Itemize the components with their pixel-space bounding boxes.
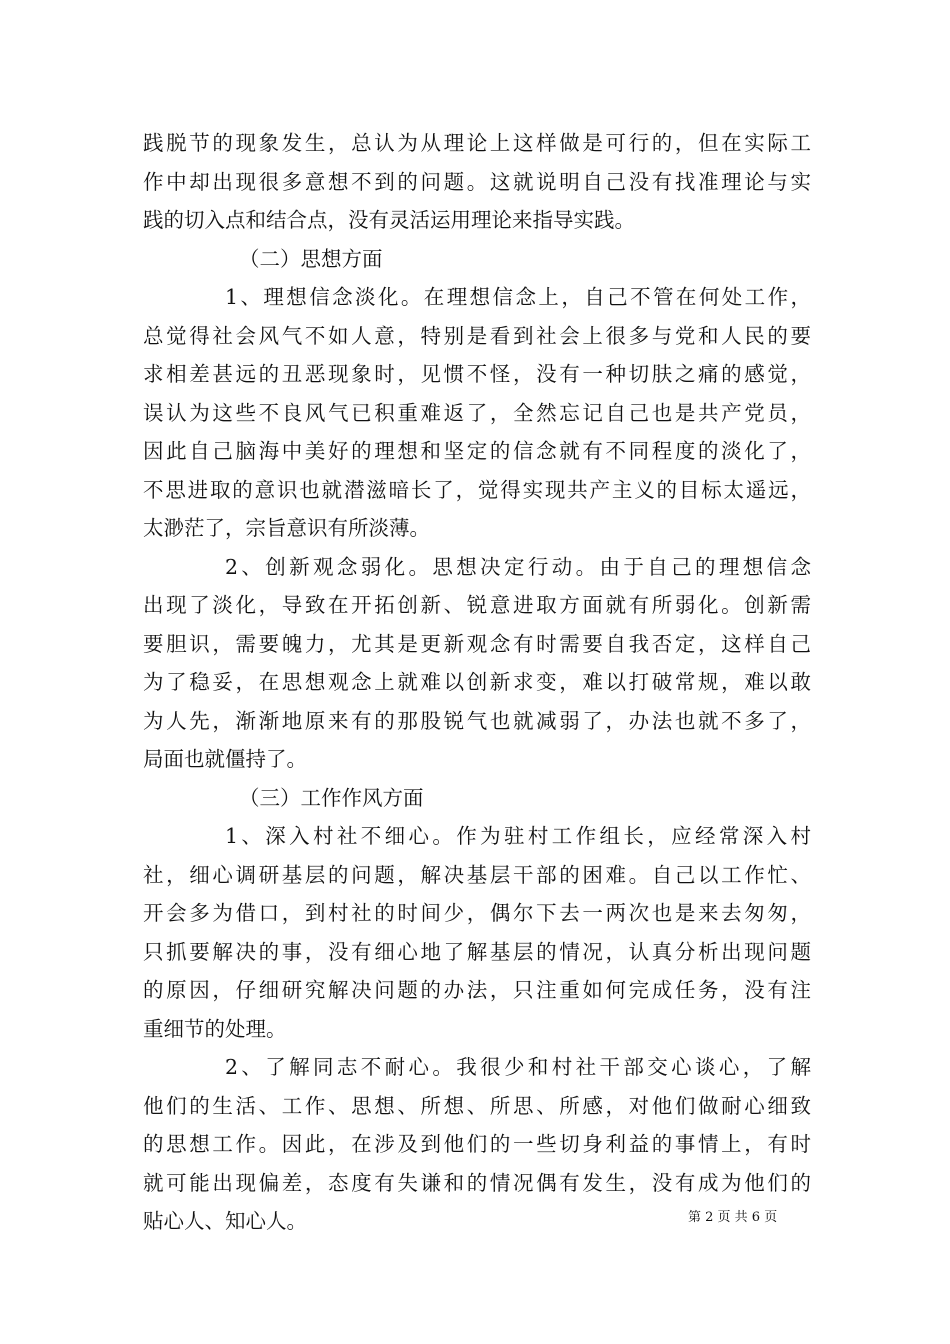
text-line: 社，细心调研基层的问题，解决基层干部的困难。自己以工作忙、	[143, 862, 811, 887]
text-line: 出现了淡化，导致在开拓创新、锐意进取方面就有所弱化。创新需	[143, 593, 811, 617]
text-line: 1、理想信念淡化。在理想信念上，自己不管在何处工作，	[225, 285, 811, 309]
text-line: 他们的生活、工作、思想、所想、所思、所感，对他们做耐心细致	[143, 1093, 811, 1118]
text-line: 的思想工作。因此，在涉及到他们的一些切身利益的事情上，有时	[143, 1132, 811, 1156]
text-line: 就可能出现偏差，态度有失谦和的情况偶有发生，没有成为他们的	[143, 1170, 811, 1195]
text-line: 2、创新观念弱化。思想决定行动。由于自己的理想信念	[225, 554, 811, 579]
text-line: 要胆识，需要魄力，尤其是更新观念有时需要自我否定，这样自己	[143, 631, 811, 656]
text-line: 因此自己脑海中美好的理想和坚定的信念就有不同程度的淡化了，	[143, 439, 811, 463]
text-line: 总觉得社会风气不如人意，特别是看到社会上很多与党和人民的要	[143, 323, 811, 348]
text-line: 作中却出现很多意想不到的问题。这就说明自己没有找准理论与实	[143, 169, 811, 194]
text-line: 贴心人、知心人。	[143, 1209, 307, 1233]
text-line: 为了稳妥，在思想观念上就难以创新求变，难以打破常规，难以敢	[143, 670, 811, 694]
text-line: 为人先，渐渐地原来有的那股锐气也就减弱了，办法也就不多了，	[143, 708, 811, 733]
text-line: 开会多为借口，到村社的时间少，偶尔下去一两次也是来去匆匆，	[143, 901, 811, 925]
text-line: 只抓要解决的事，没有细心地了解基层的情况，认真分析出现问题	[143, 939, 811, 964]
text-line: 太渺茫了，宗旨意识有所淡薄。	[143, 516, 430, 540]
text-line: 不思进取的意识也就潜滋暗长了，觉得实现共产主义的目标太遥远，	[143, 477, 811, 502]
text-line: 误认为这些不良风气已积重难返了，全然忘记自己也是共产党员，	[143, 400, 811, 425]
text-line: 践脱节的现象发生，总认为从理论上这样做是可行的，但在实际工	[143, 131, 811, 155]
text-line: 践的切入点和结合点，没有灵活运用理论来指导实践。	[143, 208, 635, 232]
text-line: 的原因，仔细研究解决问题的办法，只注重如何完成任务，没有注	[143, 978, 811, 1002]
text-line: 求相差甚远的丑恶现象时，见惯不怪，没有一种切肤之痛的感觉，	[143, 362, 811, 386]
text-line: 重细节的处理。	[143, 1016, 287, 1041]
text-line: 2、了解同志不耐心。我很少和村社干部交心谈心，了解	[225, 1055, 811, 1079]
section-heading: （二）思想方面	[239, 246, 383, 271]
text-line: 1、深入村社不细心。作为驻村工作组长，应经常深入村	[225, 824, 811, 848]
document-body	[143, 124, 811, 1241]
text-line: 局面也就僵持了。	[143, 747, 307, 771]
section-heading: （三）工作作风方面	[239, 785, 424, 810]
page-number: 第 2 页 共 6 页	[688, 1210, 778, 1225]
